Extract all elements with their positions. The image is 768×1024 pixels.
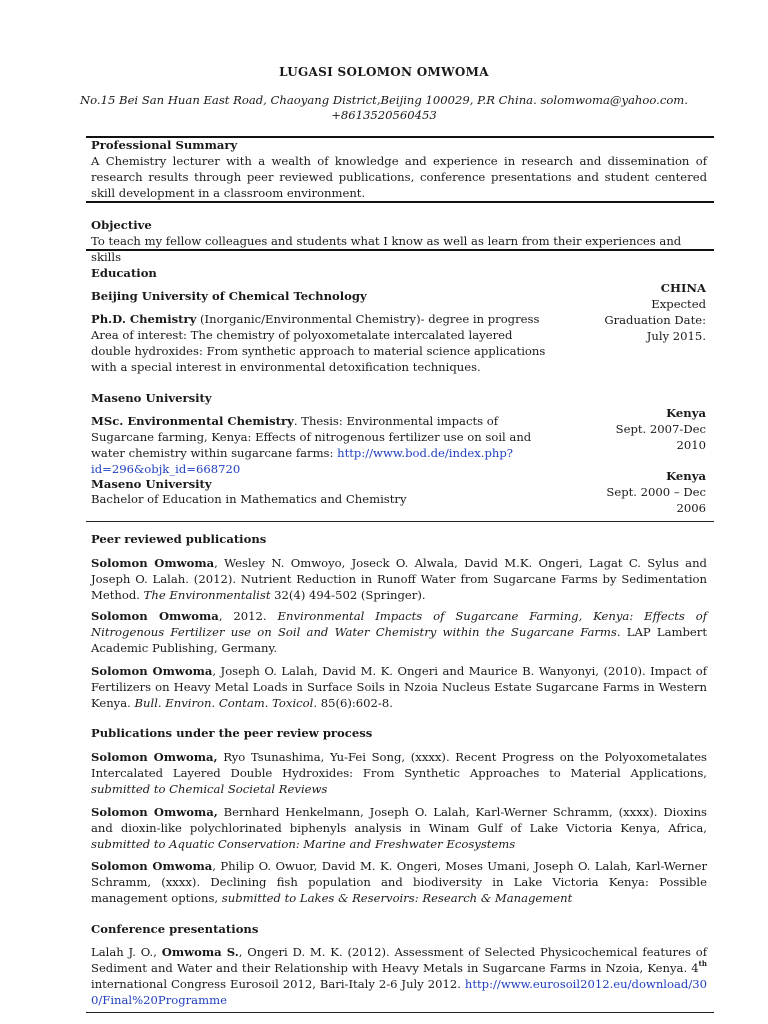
publication-text: , Wesley N. Omwoyo, Joseck O. Alwala, David M.K. Ongeri, Lagat C. Sylus and Joseph O. Lalah. (2012). Nutrient Reduction in Runoff Water from Sugarcane Farms by Sedimentation Method. bbox=[91, 556, 707, 602]
publication-tail: 32(4) 494-502 (Springer). bbox=[270, 588, 426, 602]
education-country: CHINA bbox=[660, 281, 706, 295]
degree-title: MSc. Environmental Chemistry bbox=[91, 414, 294, 428]
objective-text: To teach my fellow colleagues and students what I know as well as learn from their experiences and skills bbox=[91, 234, 682, 264]
section-divider bbox=[86, 521, 714, 522]
publication-journal: submitted to Lakes & Reservoirs: Research & Management bbox=[221, 891, 573, 905]
publication-item bbox=[91, 608, 707, 656]
education-date: 2010 bbox=[676, 438, 706, 452]
candidate-name: LUGASI SOLOMON OMWOMA bbox=[279, 65, 489, 79]
peer-reviewed-heading: Peer reviewed publications bbox=[91, 532, 267, 546]
degree-title: Ph.D. Chemistry bbox=[91, 312, 197, 326]
publication-journal: Environmental Impacts of Sugarcane Farming, Kenya: Effects of Nitrogenous Fertilizer use on Soil and Water Chemistry within the Sugarcane Farms bbox=[91, 609, 707, 639]
education-institution: Beijing University of Chemical Technology bbox=[91, 289, 367, 303]
conference-sup: th bbox=[698, 959, 707, 968]
publication-journal: Bull. Environ. Contam. Toxicol bbox=[134, 696, 314, 710]
summary-text: A Chemistry lecturer with a wealth of knowledge and experience in research and dissemination of research results through peer reviewed publications, conference presentations and student centered skill development in a classroom environment. bbox=[91, 154, 707, 200]
education-date: July 2015. bbox=[646, 329, 706, 343]
thesis-link[interactable]: http://www.bod.de/index.php?id=296&objk_id=668720 bbox=[91, 446, 514, 476]
publication-author: Solomon Omwoma bbox=[91, 609, 219, 623]
education-degree bbox=[91, 311, 551, 327]
publication-author: Solomon Omwoma bbox=[91, 556, 215, 570]
conference-tail: international Congress Eurosoil 2012, Bari-Italy 2-6 July 2012. bbox=[91, 977, 465, 991]
publication-journal: submitted to Aquatic Conservation: Marine and Freshwater Ecosystems bbox=[91, 837, 516, 851]
conferences-heading: Conference presentations bbox=[91, 922, 259, 936]
education-institution: Maseno University bbox=[91, 477, 212, 491]
under-review-heading: Publications under the peer review process bbox=[91, 726, 373, 740]
education-degree bbox=[91, 413, 553, 477]
education-date: Sept. 2000 – Dec bbox=[606, 485, 706, 499]
education-date: Graduation Date: bbox=[604, 313, 706, 327]
conference-item bbox=[91, 944, 707, 1008]
education-date: 2006 bbox=[676, 501, 706, 515]
publication-item bbox=[91, 663, 707, 711]
degree-detail: (Inorganic/Environmental Chemistry)- degree in progress bbox=[196, 312, 540, 326]
section-divider bbox=[86, 201, 714, 203]
degree-detail: . Thesis: Environmental impacts of Sugarcane farming, Kenya: Effects of nitrogenous fertilizer use on soil and water chemistry within sugarcane farms: bbox=[91, 414, 532, 460]
section-divider bbox=[86, 249, 714, 251]
contact-address: No.15 Bei San Huan East Road, Chaoyang District,Beijing 100029, P.R China. solomwoma@yahoo.com. bbox=[80, 93, 688, 107]
contact-phone: +8613520560453 bbox=[331, 108, 437, 122]
publication-text: Bernhard Henkelmann, Joseph O. Lalah, Karl-Werner Schramm, (xxxx). Dioxins and dioxin-like polychlorinated biphenyls analysis in Winam Gulf of Lake Victoria Kenya, Africa, bbox=[91, 805, 708, 835]
education-country: Kenya bbox=[666, 406, 706, 420]
publication-author: Solomon Omwoma bbox=[91, 664, 213, 678]
publication-author: Solomon Omwoma bbox=[91, 859, 213, 873]
publication-tail: . LAP Lambert Academic Publishing, Germany. bbox=[91, 625, 707, 655]
conference-author-pre: Lalah J. O., bbox=[91, 945, 162, 959]
publication-author: Solomon Omwoma, bbox=[91, 805, 218, 819]
publication-tail: . 85(6):602-8. bbox=[313, 696, 393, 710]
summary-heading: Professional Summary bbox=[91, 138, 238, 152]
section-divider bbox=[86, 1012, 714, 1013]
publication-text: Ryo Tsunashima, Yu-Fei Song, (xxxx). Recent Progress on the Polyoxometalates Intercalated Layered Double Hydroxides: From Synthetic Approaches to Material Applications, bbox=[91, 750, 708, 780]
objective-heading: Objective bbox=[91, 218, 152, 232]
publication-author: Solomon Omwoma, bbox=[91, 750, 218, 764]
education-heading: Education bbox=[91, 266, 157, 280]
publication-text: , Philip O. Owuor, David M. K. Ongeri, Moses Umani, Joseph O. Lalah, Karl-Werner Schramm, (xxxx). Declining fish population and biodiversity in Lake Victoria Kenya: Possible management options, bbox=[91, 859, 707, 905]
education-country: Kenya bbox=[666, 469, 706, 483]
publication-text: , Joseph O. Lalah, David M. K. Ongeri and Maurice B. Wanyonyi, (2010). Impact of Fertilizers on Heavy Metal Loads in Surface Soils in Nzoia Nucleus Estate Sugarcane Farms in Western Kenya. bbox=[91, 664, 707, 710]
publication-text: , 2012. bbox=[218, 609, 278, 623]
education-degree: Bachelor of Education in Mathematics and Chemistry bbox=[91, 492, 407, 506]
publication-item bbox=[91, 555, 707, 603]
education-details: Area of interest: The chemistry of polyoxometalate intercalated layered double hydroxides: From synthetic approach to material science applications with a special interest in environmental detoxification techniques. bbox=[91, 328, 546, 374]
publication-item bbox=[91, 858, 707, 906]
conference-author: Omwoma S. bbox=[161, 945, 239, 959]
publication-item bbox=[91, 749, 707, 797]
publication-item bbox=[91, 804, 707, 852]
conference-link[interactable]: http://www.eurosoil2012.eu/download/300/Final%20Programme bbox=[91, 977, 707, 1007]
education-date: Sept. 2007-Dec bbox=[615, 422, 706, 436]
conference-text: , Ongeri D. M. K. (2012). Assessment of Selected Physicochemical features of Sediment and Water and their Relationship with Heavy Metals in Sugarcane Farms in Nzoia, Kenya. 4 bbox=[91, 945, 707, 975]
education-institution: Maseno University bbox=[91, 391, 212, 405]
education-date: Expected bbox=[651, 297, 706, 311]
publication-journal: submitted to Chemical Societal Reviews bbox=[91, 782, 328, 796]
publication-journal: The Environmentalist bbox=[143, 588, 271, 602]
